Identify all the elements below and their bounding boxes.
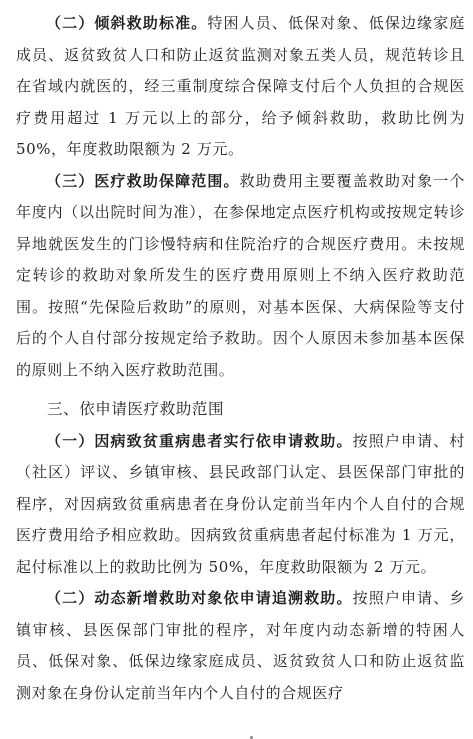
- paragraph-body: 按照户申请、乡镇审核、县医保部门审批的程序，对年度内动态新增的特困人员、低保对象、低保边缘家庭成员、返贫致贫人口和防止返贫监测对象在身份认定前当年内个人自付的合规医疗: [16, 589, 466, 702]
- paragraph-body: 按照户申请、村（社区）评议、乡镇审核、县民政部门认定、县医保部门审批的程序，对因病致贫重病患者在身份认定前当年内个人自付的合规医疗费用给予相应救助。因病致贫重病患者起付标准为 1 万元，起付标准以上的救助比例为 50%，年度救助限额为 2 万元。: [16, 431, 466, 576]
- paragraph-heading: （二）动态新增救助对象依申请追溯救助。: [46, 589, 353, 607]
- paragraph-retroactive-assistance: [16, 583, 465, 709]
- paragraph-heading: （三）医疗救助保障范围。: [46, 171, 240, 190]
- paragraph-heading: （二）倾斜救助标准。: [46, 14, 208, 32]
- paragraph-assistance-coverage-scope: [16, 166, 465, 387]
- paragraph-illness-poverty-application: [16, 426, 465, 584]
- paragraph-body: 特困人员、低保对象、低保边缘家庭成员、返贫致贫人口和防止返贫监测对象五类人员，规范转诊且在省域内就医的，经三重制度综合保障支付后个人负担的合规医疗费用超过 1 万元以上的部分，给予倾斜救助，救助比例为 50%，年度救助限额为 2 万元。: [16, 14, 465, 158]
- paragraph-body: 救助费用主要覆盖救助对象一个年度内（以出院时间为准），在参保地定点医疗机构或按规定转诊异地就医发生的门诊慢特病和住院治疗的合规医疗费用。未按规定转诊的救助对象所发生的医疗费用原则上不纳入医疗救助范围。按照“先保险后救助”的原则，对基本医保、大病保险等支付后的个人自付部分按规定给予救助。因个人原因未参加基本医保的原则上不纳入医疗救助范围。: [16, 171, 466, 379]
- paragraph-tilted-assistance-standard: [16, 8, 465, 166]
- paragraph-heading: （一）因病致贫重病患者实行依申请救助。: [46, 431, 353, 450]
- section-heading: 三、依申请医疗救助范围: [47, 400, 225, 418]
